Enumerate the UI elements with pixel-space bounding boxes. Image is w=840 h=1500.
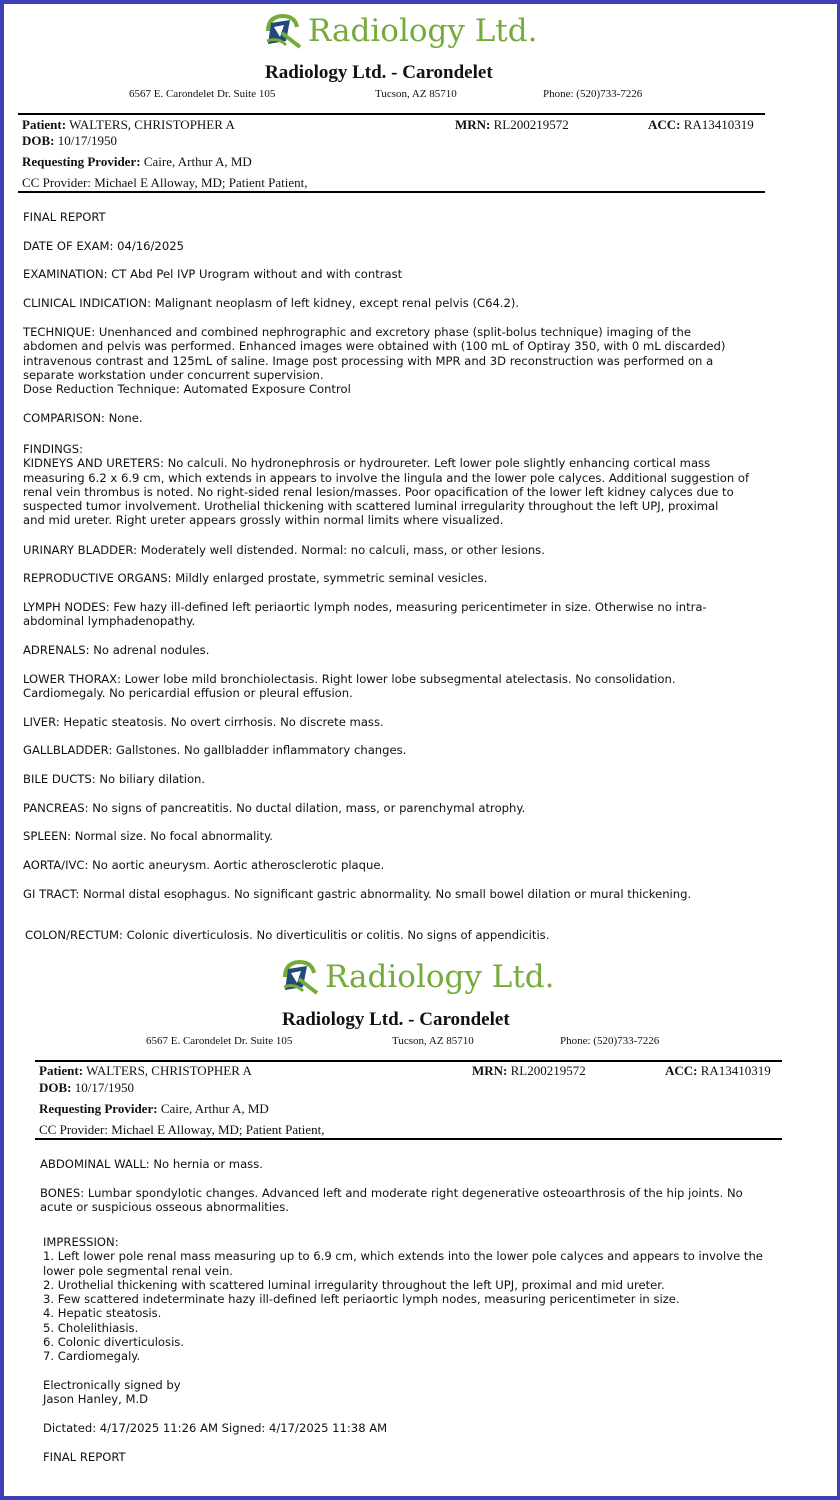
dictated-signed: Dictated: 4/17/2025 11:26 AM Signed: 4/17/2025 11:38 AM: [43, 1421, 388, 1435]
spleen: SPLEEN: Normal size. No focal abnormality.: [23, 829, 273, 843]
urinary-bladder: URINARY BLADDER: Moderately well distended. Normal: no calculi, mass, or other lesions.: [23, 543, 545, 557]
comparison: COMPARISON: None.: [23, 411, 143, 425]
brand-logo: [262, 11, 538, 51]
patient-acc: ACC: RA13410319: [665, 1063, 771, 1078]
impression: IMPRESSION: 1. Left lower pole renal mass measuring up to 6.9 cm, which extends into the lower pole calyces and appears to involve the lower pole segmental renal vein. 2. Urothelial thickening with scattered luminal irregularity throughout the left UPJ, proximal and mid ureter. 3. Few scattered indeterminate hazy ill-defined left periaortic lymph nodes, measuring pericentimeter in size. 4. Hepatic steatosis. 5. Cholelithiasis. 6. Colonic diverticulosis. 7. Cardiomegaly.: [43, 1235, 763, 1364]
brand-logo-page2: [279, 957, 555, 997]
cc-provider: CC Provider: Michael E Alloway, MD; Patient Patient,: [39, 1122, 325, 1137]
cc-provider: CC Provider: Michael E Alloway, MD; Patient Patient,: [22, 175, 308, 190]
header-divider: [18, 113, 765, 115]
final-report-footer: FINAL REPORT: [43, 1450, 126, 1464]
gi-tract: GI TRACT: Normal distal esophagus. No significant gastric abnormality. No small bowel dilation or mural thickening.: [23, 887, 692, 901]
patient-mrn: MRN: RL200219572: [472, 1063, 586, 1078]
patient-dob: DOB: 10/17/1950: [22, 133, 117, 148]
patient-divider: [18, 191, 765, 193]
pancreas: PANCREAS: No signs of pancreatitis. No ductal dilation, mass, or parenchymal atrophy.: [23, 801, 526, 815]
bile-ducts: BILE DUCTS: No biliary dilation.: [23, 772, 206, 786]
technique: TECHNIQUE: Unenhanced and combined nephrographic and excretory phase (split-bolus technique) imaging of the abdomen and pelvis was performed. Enhanced images were obtained with (100 mL of Optiray 350, with 0 mL discarded) intravenous contrast and 125mL of saline. Image post processing with MPR and 3D reconstruction was performed on a separate workstation under concurrent supervision. Dose Reduction Technique: Automated Exposure Control: [23, 325, 726, 397]
site-city: Tucson, AZ 85710: [375, 88, 457, 100]
patient-acc: ACC: RA13410319: [648, 117, 754, 132]
lymph-nodes: LYMPH NODES: Few hazy ill-defined left periaortic lymph nodes, measuring pericentimeter in size. Otherwise no intra- abdominal lymphadenopathy.: [23, 600, 707, 629]
date-of-exam: DATE OF EXAM: 04/16/2025: [23, 239, 184, 253]
brand-name: Radiology Ltd.: [308, 13, 538, 49]
patient-name: Patient: WALTERS, CHRISTOPHER A: [39, 1063, 252, 1078]
site-phone: Phone: (520)733-7226: [560, 1035, 660, 1047]
examination: EXAMINATION: CT Abd Pel IVP Urogram without and with contrast: [23, 267, 403, 281]
electronic-signature: Electronically signed by Jason Hanley, M.D: [43, 1378, 181, 1407]
brand-name: Radiology Ltd.: [325, 959, 555, 995]
site-address: 6567 E. Carondelet Dr. Suite 105: [146, 1035, 293, 1047]
liver: LIVER: Hepatic steatosis. No overt cirrhosis. No discrete mass.: [23, 715, 384, 729]
gallbladder: GALLBLADDER: Gallstones. No gallbladder inflammatory changes.: [23, 743, 407, 757]
requesting-provider: Requesting Provider: Caire, Arthur A, MD: [39, 1101, 269, 1116]
radiology-logo-icon: [279, 957, 319, 997]
clinical-indication: CLINICAL INDICATION: Malignant neoplasm of left kidney, except renal pelvis (C64.2).: [23, 296, 520, 310]
final-report-heading: FINAL REPORT: [23, 210, 106, 224]
header-divider: [35, 1060, 782, 1062]
site-title: Radiology Ltd. - Carondelet: [282, 1009, 510, 1030]
site-title: Radiology Ltd. - Carondelet: [265, 62, 493, 83]
patient-dob: DOB: 10/17/1950: [39, 1080, 134, 1095]
colon-rectum: COLON/RECTUM: Colonic diverticulosis. No diverticulitis or colitis. No signs of appendicitis.: [25, 928, 550, 942]
site-address: 6567 E. Carondelet Dr. Suite 105: [129, 88, 276, 100]
findings: FINDINGS: KIDNEYS AND URETERS: No calculi. No hydronephrosis or hydroureter. Left lower pole slightly enhancing cortical mass measuring 6.2 x 6.9 cm, which extends in appears to involve the lingula and the lower pole calyces. Additional suggestion of renal vein thrombus is noted. No right-sided renal lesion/masses. Poor opacification of the lower left kidney calyces due to suspected tumor involvement. Urothelial thickening with scattered luminal irregularity throughout the left UPJ, proximal and mid ureter. Right ureter appears grossly within normal limits where visualized.: [23, 442, 750, 528]
adrenals: ADRENALS: No adrenal nodules.: [23, 643, 210, 657]
site-city: Tucson, AZ 85710: [392, 1035, 474, 1047]
abdominal-wall: ABDOMINAL WALL: No hernia or mass.: [40, 1157, 263, 1171]
requesting-provider: Requesting Provider: Caire, Arthur A, MD: [22, 154, 252, 169]
patient-mrn: MRN: RL200219572: [455, 117, 569, 132]
patient-name: Patient: WALTERS, CHRISTOPHER A: [22, 117, 235, 132]
reproductive-organs: REPRODUCTIVE ORGANS: Mildly enlarged prostate, symmetric seminal vesicles.: [23, 571, 488, 585]
patient-divider: [35, 1138, 782, 1140]
lower-thorax: LOWER THORAX: Lower lobe mild bronchiolectasis. Right lower lobe subsegmental atelectasis. No consolidation. Cardiomegaly. No pericardial effusion or pleural effusion.: [23, 672, 676, 701]
aorta-ivc: AORTA/IVC: No aortic aneurysm. Aortic atherosclerotic plaque.: [23, 858, 385, 872]
radiology-logo-icon: [262, 11, 302, 51]
bones: BONES: Lumbar spondylotic changes. Advanced left and moderate right degenerative osteoarthrosis of the hip joints. No acute or suspicious osseous abnormalities.: [40, 1186, 743, 1215]
site-phone: Phone: (520)733-7226: [543, 88, 643, 100]
